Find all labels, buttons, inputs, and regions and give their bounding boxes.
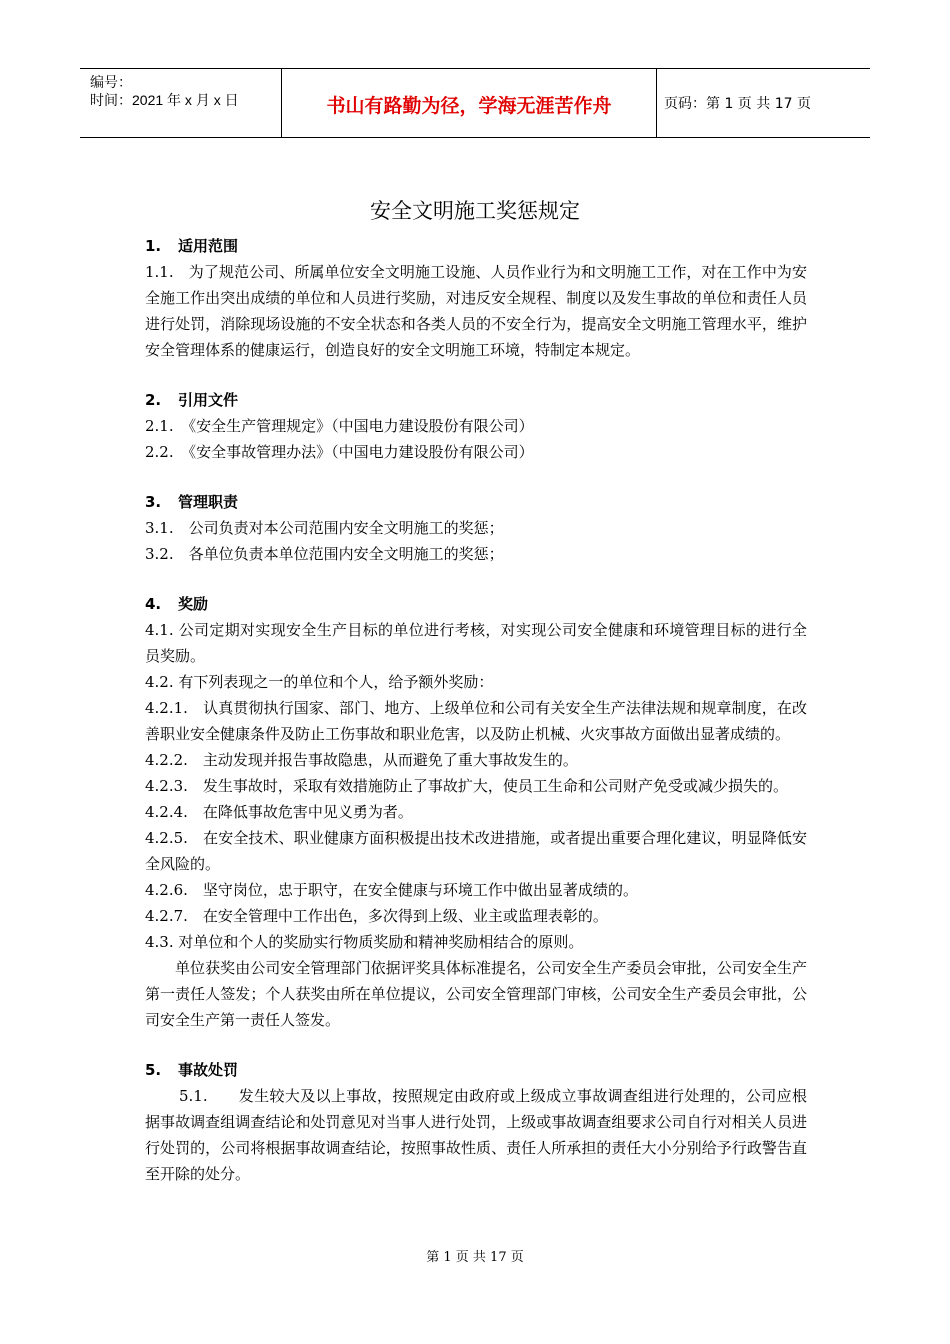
header-right-cell (656, 69, 870, 137)
paragraph: 4.2. 有下列表现之一的单位和个人，给予额外奖励： (145, 673, 494, 691)
page-footer: 第 1 页 共 17 页 (426, 1250, 524, 1265)
paragraph: 4.2.2. 主动发现并报告事故隐患，从而避免了重大事故发生的。 (145, 751, 578, 769)
header-left-cell (80, 69, 280, 137)
section-heading-2: 2. 引用文件 (145, 391, 239, 409)
section-heading-4: 4. 奖励 (145, 595, 209, 613)
paragraph: 4.3. 对单位和个人的奖励实行物质奖励和精神奖励相结合的原则。 (145, 933, 584, 951)
paragraph: 5.1. 发生较大及以上事故，按照规定由政府或上级成立事故调查组进行处理的，公司应根据事故调查组调查结论和处罚意见对当事人进行处罚，上级或事故调查组要求公司自行对相关人员进行处罚的，公司将根据事故调查结论，按照事故性质、责任人所承担的责任大小分别给予行政警告直至开除的处分。 (145, 1087, 807, 1183)
paragraph: 2.1. 《安全生产管理规定》（中国电力建设股份有限公司） (145, 417, 534, 435)
time-label: 时间：2021 年 x 月 x 日 (90, 92, 239, 108)
section-heading-1: 1. 适用范围 (145, 237, 239, 255)
paragraph: 4.2.1. 认真贯彻执行国家、部门、地方、上级单位和公司有关安全生产法律法规和规章制度，在改善职业安全健康条件及防止工伤事故和职业危害，以及防止机械、火灾事故方面做出显著成绩的。 (145, 699, 807, 743)
paragraph: 4.2.5. 在安全技术、职业健康方面积极提出技术改进措施，或者提出重要合理化建议，明显降低安全风险的。 (145, 829, 807, 873)
motto: 书山有路勤为径，学海无涯苦作舟 (326, 95, 612, 117)
section-heading-5: 5. 事故处罚 (145, 1061, 239, 1079)
serial-label: 编号： (90, 74, 132, 90)
paragraph: 1.1. 为了规范公司、所属单位安全文明施工设施、人员作业行为和文明施工工作，对在工作中为安全施工作出突出成绩的单位和人员进行奖励，对违反安全规程、制度以及发生事故的单位和责任人员进行处罚，消除现场设施的不安全状态和各类人员的不安全行为，提高安全文明施工管理水平，维护安全管理体系的健康运行，创造良好的安全文明施工环境，特制定本规定。 (145, 263, 807, 359)
paragraph: 4.2.6. 坚守岗位，忠于职守，在安全健康与环境工作中做出显著成绩的。 (145, 881, 638, 899)
paragraph: 4.2.3. 发生事故时，采取有效措施防止了事故扩大，使员工生命和公司财产免受或减少损失的。 (145, 777, 788, 795)
paragraph: 单位获奖由公司安全管理部门依据评奖具体标准提名，公司安全生产委员会审批，公司安全生产第一责任人签发；个人获奖由所在单位提议，公司安全管理部门审核，公司安全生产委员会审批，公司安全生产第一责任人签发。 (145, 959, 807, 1029)
paragraph: 3.2. 各单位负责本单位范围内安全文明施工的奖惩； (145, 545, 504, 563)
paragraph: 2.2. 《安全事故管理办法》（中国电力建设股份有限公司） (145, 443, 534, 461)
document-body (145, 233, 807, 1187)
paragraph: 4.1. 公司定期对实现安全生产目标的单位进行考核，对实现公司安全健康和环境管理目标的进行全员奖励。 (145, 621, 807, 665)
paragraph: 4.2.7. 在安全管理中工作出色，多次得到上级、业主或监理表彰的。 (145, 907, 608, 925)
paragraph: 3.1. 公司负责对本公司范围内安全文明施工的奖惩； (145, 519, 504, 537)
header-motto-cell (281, 69, 657, 137)
page-title: 安全文明施工奖惩规定 (370, 199, 580, 223)
section-heading-3: 3. 管理职责 (145, 493, 239, 511)
page-info: 页码：第 1 页 共 17 页 (664, 96, 811, 112)
header-table (80, 68, 870, 138)
paragraph: 4.2.4. 在降低事故危害中见义勇为者。 (145, 803, 413, 821)
